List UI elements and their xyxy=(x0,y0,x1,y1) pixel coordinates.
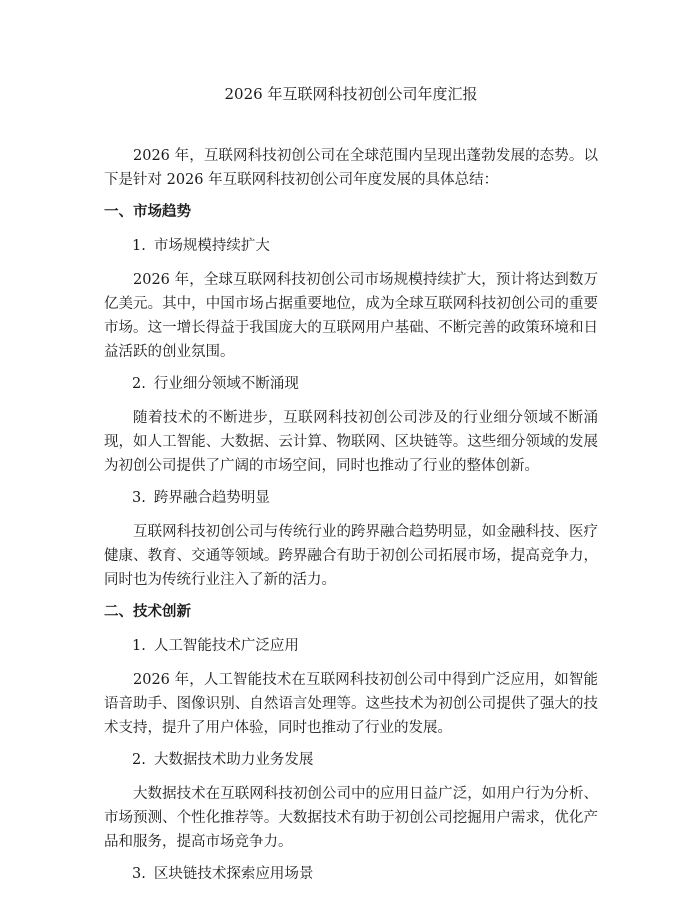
item-title: 区块链技术探索应用场景 xyxy=(153,866,314,882)
section-heading-tech-innovation: 二、技术创新 xyxy=(104,604,191,620)
subheading-segments xyxy=(104,372,598,396)
item-number: 2. xyxy=(132,376,146,392)
subheading-blockchain xyxy=(104,862,598,886)
item-title: 行业细分领域不断涌现 xyxy=(153,376,299,392)
item-number: 1. xyxy=(132,638,146,654)
item-title: 人工智能技术广泛应用 xyxy=(153,638,299,654)
body-paragraph-cross-industry: 互联网科技初创公司与传统行业的跨界融合趋势明显，如金融科技、医疗健康、教育、交通等领域。跨界融合有助于初创公司拓展市场，提高竞争力，同时也为传统行业注入了新的活力。 xyxy=(104,524,598,588)
body-paragraph-market-size: 2026 年，全球互联网科技初创公司市场规模持续扩大，预计将达到数万亿美元。其中，中国市场占据重要地位，成为全球互联网科技初创公司的重要市场。这一增长得益于我国庞大的互联网用户基础、不断完善的政策环境和日益活跃的创业氛围。 xyxy=(104,272,598,360)
body-paragraph-big-data: 大数据技术在互联网科技初创公司中的应用日益广泛，如用户行为分析、市场预测、个性化推荐等。大数据技术有助于初创公司挖掘用户需求，优化产品和服务，提高市场竞争力。 xyxy=(104,786,598,850)
body-paragraph-ai: 2026 年，人工智能技术在互联网科技初创公司中得到广泛应用，如智能语音助手、图像识别、自然语言处理等。这些技术为初创公司提供了强大的技术支持，提升了用户体验，同时也推动了行业的发展。 xyxy=(104,672,598,736)
item-number: 1. xyxy=(132,238,146,254)
subheading-big-data xyxy=(104,748,598,772)
section-heading-market-trends: 一、市场趋势 xyxy=(104,204,191,220)
document-title: 2026 年互联网科技初创公司年度汇报 xyxy=(224,85,478,103)
item-number: 3. xyxy=(132,866,146,882)
item-title: 市场规模持续扩大 xyxy=(153,238,270,254)
intro-paragraph: 2026 年，互联网科技初创公司在全球范围内呈现出蓬勃发展的态势。以下是针对 2026 年互联网科技初创公司年度发展的具体总结： xyxy=(104,148,598,188)
item-number: 3. xyxy=(132,490,146,506)
item-number: 2. xyxy=(132,752,146,768)
subheading-market-size xyxy=(104,234,598,258)
item-title: 跨界融合趋势明显 xyxy=(153,490,270,506)
subheading-ai xyxy=(104,634,598,658)
subheading-cross-industry xyxy=(104,486,598,510)
body-paragraph-segments: 随着技术的不断进步，互联网科技初创公司涉及的行业细分领域不断涌现，如人工智能、大数据、云计算、物联网、区块链等。这些细分领域的发展为初创公司提供了广阔的市场空间，同时也推动了行业的整体创新。 xyxy=(104,410,598,474)
item-title: 大数据技术助力业务发展 xyxy=(153,752,314,768)
